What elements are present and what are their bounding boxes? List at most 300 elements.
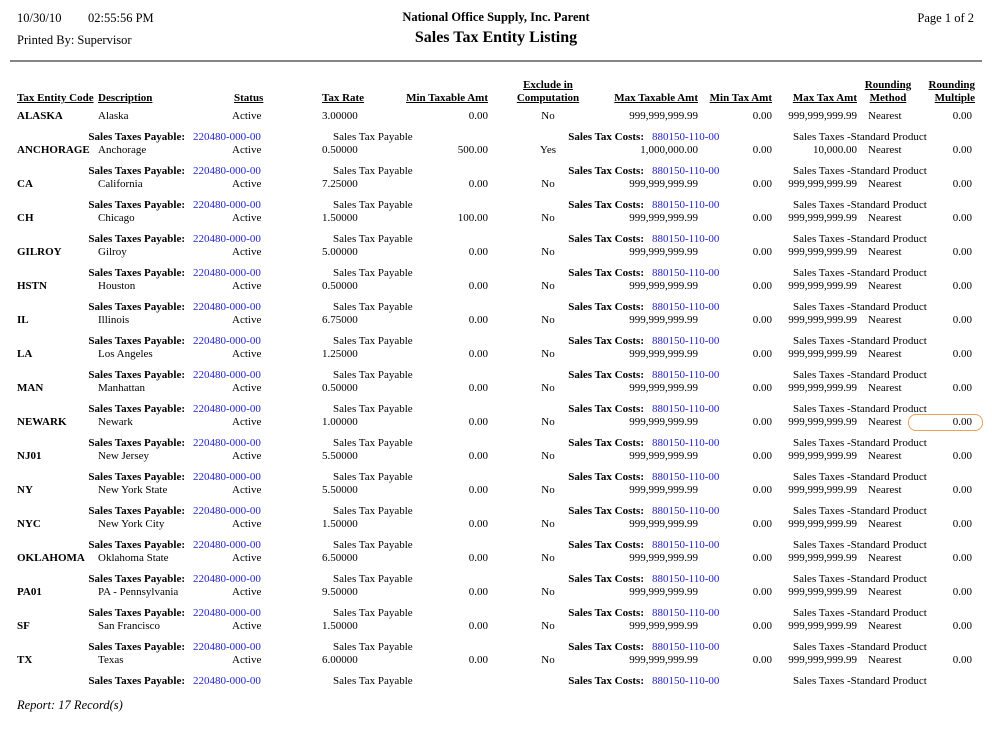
col-header-tax-rate: Tax Rate bbox=[322, 92, 365, 104]
max-tax-amt-value: 999,999,999.99 bbox=[788, 586, 857, 598]
entity-description: Los Angeles bbox=[98, 348, 153, 360]
max-tax-amt-value: 999,999,999.99 bbox=[788, 110, 857, 122]
sales-taxes-payable-account-link[interactable]: 220480-000-00 bbox=[193, 641, 261, 653]
exclude-in-computation-value: No bbox=[541, 518, 555, 530]
tax-entity-record bbox=[0, 518, 992, 552]
entity-description: Anchorage bbox=[98, 144, 147, 156]
entity-status: Active bbox=[232, 348, 262, 360]
min-tax-amt-value: 0.00 bbox=[752, 620, 772, 632]
max-taxable-amt-value: 999,999,999.99 bbox=[629, 348, 698, 360]
entity-description: California bbox=[98, 178, 143, 190]
rounding-multiple-value: 0.00 bbox=[952, 654, 972, 666]
max-tax-amt-value: 999,999,999.99 bbox=[788, 518, 857, 530]
exclude-in-computation-value: Yes bbox=[539, 144, 556, 156]
rounding-method-value: Nearest bbox=[868, 586, 902, 598]
sales-taxes-payable-account-link[interactable]: 220480-000-00 bbox=[193, 267, 261, 279]
page-number: Page 1 of 2 bbox=[917, 11, 974, 25]
tax-entity-code: GILROY bbox=[17, 246, 62, 258]
max-tax-amt-value: 999,999,999.99 bbox=[788, 416, 857, 428]
rounding-method-value: Nearest bbox=[868, 144, 902, 156]
sales-tax-costs-account-link[interactable]: 880150-110-00 bbox=[652, 641, 720, 653]
entity-description: Gilroy bbox=[98, 246, 127, 258]
sales-tax-costs-description: Sales Taxes -Standard Product bbox=[793, 369, 927, 381]
sales-tax-costs-account-link[interactable]: 880150-110-00 bbox=[652, 539, 720, 551]
entity-status: Active bbox=[232, 246, 262, 258]
col-header-max-taxable-amt: Max Taxable Amt bbox=[614, 92, 698, 104]
records-list bbox=[0, 110, 992, 688]
sales-taxes-payable-label: Sales Taxes Payable: bbox=[88, 675, 185, 687]
sales-tax-costs-account-link[interactable]: 880150-110-00 bbox=[652, 471, 720, 483]
min-taxable-amt-value: 100.00 bbox=[457, 212, 488, 224]
sales-tax-costs-label: Sales Tax Costs: bbox=[568, 641, 644, 653]
max-taxable-amt-value: 999,999,999.99 bbox=[629, 110, 698, 122]
tax-rate-value: 1.25000 bbox=[322, 348, 358, 360]
tax-rate-value: 1.50000 bbox=[322, 620, 358, 632]
rounding-multiple-value: 0.00 bbox=[952, 552, 972, 564]
min-tax-amt-value: 0.00 bbox=[752, 212, 772, 224]
col-header-description: Description bbox=[98, 92, 153, 104]
min-taxable-amt-value: 500.00 bbox=[457, 144, 488, 156]
entity-status: Active bbox=[232, 654, 262, 666]
sales-taxes-payable-label: Sales Taxes Payable: bbox=[88, 233, 185, 245]
tax-rate-value: 0.50000 bbox=[322, 382, 358, 394]
sales-taxes-payable-label: Sales Taxes Payable: bbox=[88, 403, 185, 415]
min-tax-amt-value: 0.00 bbox=[752, 246, 772, 258]
record-count-footer: Report: 17 Record(s) bbox=[17, 698, 123, 712]
sales-tax-payable-description: Sales Tax Payable bbox=[333, 131, 413, 143]
entity-status: Active bbox=[232, 382, 262, 394]
tax-rate-value: 9.50000 bbox=[322, 586, 358, 598]
sales-tax-costs-description: Sales Taxes -Standard Product bbox=[793, 131, 927, 143]
sales-tax-costs-account-link[interactable]: 880150-110-00 bbox=[652, 505, 720, 517]
min-taxable-amt-value: 0.00 bbox=[468, 348, 488, 360]
sales-taxes-payable-label: Sales Taxes Payable: bbox=[88, 539, 185, 551]
report-date: 10/30/10 bbox=[17, 11, 62, 25]
sales-taxes-payable-account-link[interactable]: 220480-000-00 bbox=[193, 165, 261, 177]
sales-tax-payable-description: Sales Tax Payable bbox=[333, 267, 413, 279]
tax-rate-value: 6.75000 bbox=[322, 314, 358, 326]
min-tax-amt-value: 0.00 bbox=[752, 178, 772, 190]
sales-tax-costs-account-link[interactable]: 880150-110-00 bbox=[652, 573, 720, 585]
entity-status: Active bbox=[232, 110, 262, 122]
col-header-exclude-line1: Exclude in bbox=[523, 79, 573, 91]
table-header-row bbox=[0, 74, 992, 106]
tax-entity-record bbox=[0, 654, 992, 688]
exclude-in-computation-value: No bbox=[541, 348, 555, 360]
sales-taxes-payable-account-link[interactable]: 220480-000-00 bbox=[193, 335, 261, 347]
sales-tax-costs-description: Sales Taxes -Standard Product bbox=[793, 471, 927, 483]
tax-rate-value: 3.00000 bbox=[322, 110, 358, 122]
rounding-multiple-value: 0.00 bbox=[952, 212, 972, 224]
rounding-method-value: Nearest bbox=[868, 450, 902, 462]
entity-status: Active bbox=[232, 450, 262, 462]
max-tax-amt-value: 999,999,999.99 bbox=[788, 348, 857, 360]
sales-taxes-payable-account-link[interactable]: 220480-000-00 bbox=[193, 301, 261, 313]
sales-tax-costs-account-link[interactable]: 880150-110-00 bbox=[652, 165, 720, 177]
exclude-in-computation-value: No bbox=[541, 620, 555, 632]
entity-description: Oklahoma State bbox=[98, 552, 169, 564]
entity-description: New Jersey bbox=[98, 450, 150, 462]
sales-taxes-payable-label: Sales Taxes Payable: bbox=[88, 267, 185, 279]
focus-highlight-box bbox=[908, 414, 983, 431]
sales-tax-costs-description: Sales Taxes -Standard Product bbox=[793, 301, 927, 313]
sales-tax-costs-label: Sales Tax Costs: bbox=[568, 369, 644, 381]
sales-taxes-payable-account-link[interactable]: 220480-000-00 bbox=[193, 539, 261, 551]
tax-rate-value: 6.00000 bbox=[322, 654, 358, 666]
sales-tax-costs-label: Sales Tax Costs: bbox=[568, 675, 644, 687]
sales-taxes-payable-account-link[interactable]: 220480-000-00 bbox=[193, 675, 261, 687]
max-taxable-amt-value: 999,999,999.99 bbox=[629, 518, 698, 530]
sales-taxes-payable-label: Sales Taxes Payable: bbox=[88, 437, 185, 449]
tax-entity-code: HSTN bbox=[17, 280, 47, 292]
sales-taxes-payable-account-link[interactable]: 220480-000-00 bbox=[193, 505, 261, 517]
sales-tax-costs-label: Sales Tax Costs: bbox=[568, 505, 644, 517]
min-taxable-amt-value: 0.00 bbox=[468, 382, 488, 394]
col-header-rounding-multiple bbox=[905, 79, 975, 105]
tax-entity-record bbox=[0, 246, 992, 280]
max-tax-amt-value: 10,000.00 bbox=[813, 144, 857, 156]
report-title: Sales Tax Entity Listing bbox=[414, 29, 578, 46]
rounding-method-value: Nearest bbox=[868, 212, 902, 224]
tax-rate-value: 0.50000 bbox=[322, 144, 358, 156]
exclude-in-computation-value: No bbox=[541, 178, 555, 190]
entity-description: New York State bbox=[98, 484, 168, 496]
tax-entity-code: PA01 bbox=[17, 586, 42, 598]
entity-description: San Francisco bbox=[98, 620, 161, 632]
entity-status: Active bbox=[232, 144, 262, 156]
max-taxable-amt-value: 999,999,999.99 bbox=[629, 552, 698, 564]
exclude-in-computation-value: No bbox=[541, 110, 555, 122]
min-tax-amt-value: 0.00 bbox=[752, 450, 772, 462]
sales-tax-payable-description: Sales Tax Payable bbox=[333, 165, 413, 177]
tax-entity-code: CA bbox=[17, 178, 33, 190]
tax-rate-value: 6.50000 bbox=[322, 552, 358, 564]
sales-tax-costs-account-link[interactable]: 880150-110-00 bbox=[652, 199, 720, 211]
min-taxable-amt-value: 0.00 bbox=[468, 552, 488, 564]
rounding-multiple-value: 0.00 bbox=[952, 382, 972, 394]
entity-description: Texas bbox=[98, 654, 124, 666]
rounding-method-value: Nearest bbox=[868, 110, 902, 122]
tax-entity-record bbox=[0, 450, 992, 484]
tax-rate-value: 5.00000 bbox=[322, 246, 358, 258]
tax-entity-code: NEWARK bbox=[17, 416, 67, 428]
sales-tax-costs-account-link[interactable]: 880150-110-00 bbox=[652, 675, 720, 687]
sales-taxes-payable-account-link[interactable]: 220480-000-00 bbox=[193, 369, 261, 381]
entity-status: Active bbox=[232, 586, 262, 598]
sales-taxes-payable-label: Sales Taxes Payable: bbox=[88, 301, 185, 313]
rounding-multiple-value: 0.00 bbox=[952, 484, 972, 496]
tax-rate-value: 5.50000 bbox=[322, 484, 358, 496]
sales-tax-costs-account-link[interactable]: 880150-110-00 bbox=[652, 335, 720, 347]
sales-tax-payable-description: Sales Tax Payable bbox=[333, 199, 413, 211]
min-tax-amt-value: 0.00 bbox=[752, 586, 772, 598]
max-taxable-amt-value: 999,999,999.99 bbox=[629, 620, 698, 632]
sales-tax-costs-account-link[interactable]: 880150-110-00 bbox=[652, 267, 720, 279]
exclude-in-computation-value: No bbox=[541, 246, 555, 258]
sales-tax-costs-account-link[interactable]: 880150-110-00 bbox=[652, 607, 720, 619]
rounding-method-value: Nearest bbox=[868, 314, 902, 326]
tax-rate-value: 1.50000 bbox=[322, 518, 358, 530]
rounding-method-value: Nearest bbox=[868, 416, 902, 428]
entity-description: Houston bbox=[98, 280, 136, 292]
entity-status: Active bbox=[232, 518, 262, 530]
sales-tax-costs-description: Sales Taxes -Standard Product bbox=[793, 573, 927, 585]
tax-entity-record bbox=[0, 144, 992, 178]
sales-taxes-payable-account-link[interactable]: 220480-000-00 bbox=[193, 573, 261, 585]
rounding-method-value: Nearest bbox=[868, 382, 902, 394]
sales-tax-costs-label: Sales Tax Costs: bbox=[568, 539, 644, 551]
printed-by-label: Printed By: bbox=[17, 33, 75, 47]
min-tax-amt-value: 0.00 bbox=[752, 518, 772, 530]
min-taxable-amt-value: 0.00 bbox=[468, 178, 488, 190]
col-header-rounding-multiple-line1: Rounding bbox=[928, 79, 975, 91]
exclude-in-computation-value: No bbox=[541, 382, 555, 394]
col-header-rounding-multiple-line2: Multiple bbox=[934, 92, 975, 104]
sales-tax-payable-description: Sales Tax Payable bbox=[333, 403, 413, 415]
min-taxable-amt-value: 0.00 bbox=[468, 314, 488, 326]
col-header-exclude-in-computation bbox=[500, 79, 596, 105]
tax-entity-code: NYC bbox=[17, 518, 41, 530]
max-taxable-amt-value: 999,999,999.99 bbox=[629, 484, 698, 496]
max-tax-amt-value: 999,999,999.99 bbox=[788, 246, 857, 258]
tax-entity-code: NY bbox=[17, 484, 33, 496]
sales-tax-costs-label: Sales Tax Costs: bbox=[568, 301, 644, 313]
sales-taxes-payable-label: Sales Taxes Payable: bbox=[88, 641, 185, 653]
rounding-method-value: Nearest bbox=[868, 484, 902, 496]
tax-rate-value: 1.50000 bbox=[322, 212, 358, 224]
sales-taxes-payable-label: Sales Taxes Payable: bbox=[88, 505, 185, 517]
sales-tax-costs-account-link[interactable]: 880150-110-00 bbox=[652, 233, 720, 245]
entity-status: Active bbox=[232, 484, 262, 496]
sales-tax-costs-label: Sales Tax Costs: bbox=[568, 165, 644, 177]
min-tax-amt-value: 0.00 bbox=[752, 484, 772, 496]
entity-status: Active bbox=[232, 280, 262, 292]
sales-taxes-payable-label: Sales Taxes Payable: bbox=[88, 131, 185, 143]
sales-tax-payable-description: Sales Tax Payable bbox=[333, 607, 413, 619]
entity-description: Illinois bbox=[98, 314, 130, 326]
sales-tax-costs-description: Sales Taxes -Standard Product bbox=[793, 675, 927, 687]
col-header-rounding-method-line2: Method bbox=[869, 92, 907, 104]
sales-tax-payable-description: Sales Tax Payable bbox=[333, 505, 413, 517]
tax-entity-code: MAN bbox=[17, 382, 44, 394]
rounding-method-value: Nearest bbox=[868, 178, 902, 190]
company-name: National Office Supply, Inc. Parent bbox=[402, 10, 590, 24]
sales-tax-costs-label: Sales Tax Costs: bbox=[568, 471, 644, 483]
exclude-in-computation-value: No bbox=[541, 212, 555, 224]
tax-entity-record bbox=[0, 314, 992, 348]
entity-description: PA - Pennsylvania bbox=[98, 586, 179, 598]
col-header-tax-entity-code: Tax Entity Code bbox=[17, 92, 94, 104]
min-tax-amt-value: 0.00 bbox=[752, 110, 772, 122]
max-tax-amt-value: 999,999,999.99 bbox=[788, 552, 857, 564]
sales-tax-costs-description: Sales Taxes -Standard Product bbox=[793, 199, 927, 211]
min-taxable-amt-value: 0.00 bbox=[468, 586, 488, 598]
max-taxable-amt-value: 999,999,999.99 bbox=[629, 382, 698, 394]
sales-taxes-payable-label: Sales Taxes Payable: bbox=[88, 573, 185, 585]
sales-taxes-payable-account-link[interactable]: 220480-000-00 bbox=[193, 403, 261, 415]
max-taxable-amt-value: 999,999,999.99 bbox=[629, 586, 698, 598]
entity-status: Active bbox=[232, 178, 262, 190]
sales-tax-costs-label: Sales Tax Costs: bbox=[568, 131, 644, 143]
sales-taxes-payable-account-link[interactable]: 220480-000-00 bbox=[193, 131, 261, 143]
tax-entity-record bbox=[0, 178, 992, 212]
min-tax-amt-value: 0.00 bbox=[752, 280, 772, 292]
max-tax-amt-value: 999,999,999.99 bbox=[788, 620, 857, 632]
rounding-method-value: Nearest bbox=[868, 348, 902, 360]
sales-taxes-payable-label: Sales Taxes Payable: bbox=[88, 369, 185, 381]
tax-entity-code: ALASKA bbox=[17, 110, 63, 122]
sales-tax-costs-description: Sales Taxes -Standard Product bbox=[793, 233, 927, 245]
max-taxable-amt-value: 999,999,999.99 bbox=[629, 416, 698, 428]
max-tax-amt-value: 999,999,999.99 bbox=[788, 212, 857, 224]
sales-tax-costs-description: Sales Taxes -Standard Product bbox=[793, 607, 927, 619]
sales-tax-costs-description: Sales Taxes -Standard Product bbox=[793, 437, 927, 449]
sales-taxes-payable-account-link[interactable]: 220480-000-00 bbox=[193, 199, 261, 211]
min-tax-amt-value: 0.00 bbox=[752, 552, 772, 564]
sales-tax-costs-description: Sales Taxes -Standard Product bbox=[793, 335, 927, 347]
header-divider bbox=[10, 60, 982, 62]
tax-entity-code: IL bbox=[17, 314, 29, 326]
max-taxable-amt-value: 999,999,999.99 bbox=[629, 212, 698, 224]
max-taxable-amt-value: 999,999,999.99 bbox=[629, 654, 698, 666]
max-taxable-amt-value: 999,999,999.99 bbox=[629, 450, 698, 462]
rounding-multiple-value: 0.00 bbox=[952, 518, 972, 530]
rounding-multiple-value: 0.00 bbox=[952, 178, 972, 190]
tax-entity-record bbox=[0, 620, 992, 654]
min-taxable-amt-value: 0.00 bbox=[468, 484, 488, 496]
min-taxable-amt-value: 0.00 bbox=[468, 654, 488, 666]
sales-tax-costs-account-link[interactable]: 880150-110-00 bbox=[652, 403, 720, 415]
entity-description: Newark bbox=[98, 416, 133, 428]
tax-entity-record bbox=[0, 586, 992, 620]
sales-tax-costs-description: Sales Taxes -Standard Product bbox=[793, 403, 927, 415]
entity-status: Active bbox=[232, 552, 262, 564]
exclude-in-computation-value: No bbox=[541, 484, 555, 496]
tax-entity-code: ANCHORAGE bbox=[17, 144, 90, 156]
tax-rate-value: 0.50000 bbox=[322, 280, 358, 292]
min-tax-amt-value: 0.00 bbox=[752, 348, 772, 360]
min-tax-amt-value: 0.00 bbox=[752, 416, 772, 428]
exclude-in-computation-value: No bbox=[541, 450, 555, 462]
entity-status: Active bbox=[232, 314, 262, 326]
tax-entity-code: OKLAHOMA bbox=[17, 552, 85, 564]
rounding-multiple-value: 0.00 bbox=[952, 110, 972, 122]
max-taxable-amt-value: 999,999,999.99 bbox=[629, 314, 698, 326]
max-taxable-amt-value: 999,999,999.99 bbox=[629, 178, 698, 190]
max-taxable-amt-value: 1,000,000.00 bbox=[640, 144, 698, 156]
sales-tax-costs-label: Sales Tax Costs: bbox=[568, 335, 644, 347]
tax-entity-record bbox=[0, 382, 992, 416]
entity-description: New York City bbox=[98, 518, 165, 530]
tax-entity-record bbox=[0, 484, 992, 518]
tax-entity-record bbox=[0, 110, 992, 144]
tax-entity-record bbox=[0, 280, 992, 314]
max-tax-amt-value: 999,999,999.99 bbox=[788, 654, 857, 666]
col-header-exclude-line2: Computation bbox=[516, 92, 580, 104]
max-tax-amt-value: 999,999,999.99 bbox=[788, 178, 857, 190]
min-taxable-amt-value: 0.00 bbox=[468, 110, 488, 122]
exclude-in-computation-value: No bbox=[541, 416, 555, 428]
rounding-multiple-value: 0.00 bbox=[952, 348, 972, 360]
sales-tax-costs-label: Sales Tax Costs: bbox=[568, 437, 644, 449]
max-taxable-amt-value: 999,999,999.99 bbox=[629, 246, 698, 258]
rounding-multiple-value: 0.00 bbox=[952, 314, 972, 326]
sales-taxes-payable-label: Sales Taxes Payable: bbox=[88, 607, 185, 619]
col-header-max-tax-amt: Max Tax Amt bbox=[792, 92, 857, 104]
entity-description: Manhattan bbox=[98, 382, 146, 394]
exclude-in-computation-value: No bbox=[541, 552, 555, 564]
sales-tax-costs-account-link[interactable]: 880150-110-00 bbox=[652, 301, 720, 313]
sales-tax-costs-account-link[interactable]: 880150-110-00 bbox=[652, 369, 720, 381]
exclude-in-computation-value: No bbox=[541, 586, 555, 598]
min-tax-amt-value: 0.00 bbox=[752, 314, 772, 326]
entity-description: Chicago bbox=[98, 212, 135, 224]
rounding-multiple-value: 0.00 bbox=[952, 280, 972, 292]
exclude-in-computation-value: No bbox=[541, 280, 555, 292]
col-header-min-tax-amt: Min Tax Amt bbox=[709, 92, 772, 104]
sales-tax-costs-label: Sales Tax Costs: bbox=[568, 267, 644, 279]
sales-tax-payable-description: Sales Tax Payable bbox=[333, 335, 413, 347]
min-tax-amt-value: 0.00 bbox=[752, 382, 772, 394]
sales-taxes-payable-label: Sales Taxes Payable: bbox=[88, 199, 185, 211]
tax-entity-code: CH bbox=[17, 212, 34, 224]
entity-status: Active bbox=[232, 620, 262, 632]
sales-tax-costs-account-link[interactable]: 880150-110-00 bbox=[652, 437, 720, 449]
sales-taxes-payable-account-link[interactable]: 220480-000-00 bbox=[193, 437, 261, 449]
rounding-multiple-value: 0.00 bbox=[952, 620, 972, 632]
rounding-multiple-value: 0.00 bbox=[952, 416, 972, 428]
sales-taxes-payable-label: Sales Taxes Payable: bbox=[88, 471, 185, 483]
min-taxable-amt-value: 0.00 bbox=[468, 620, 488, 632]
sales-taxes-payable-account-link[interactable]: 220480-000-00 bbox=[193, 233, 261, 245]
sales-taxes-payable-account-link[interactable]: 220480-000-00 bbox=[193, 471, 261, 483]
rounding-method-value: Nearest bbox=[868, 518, 902, 530]
min-taxable-amt-value: 0.00 bbox=[468, 416, 488, 428]
sales-tax-costs-label: Sales Tax Costs: bbox=[568, 403, 644, 415]
tax-rate-value: 1.00000 bbox=[322, 416, 358, 428]
entity-description: Alaska bbox=[98, 110, 129, 122]
entity-status: Active bbox=[232, 212, 262, 224]
sales-tax-payable-description: Sales Tax Payable bbox=[333, 573, 413, 585]
max-tax-amt-value: 999,999,999.99 bbox=[788, 484, 857, 496]
entity-status: Active bbox=[232, 416, 262, 428]
tax-entity-record bbox=[0, 212, 992, 246]
tax-entity-record bbox=[0, 552, 992, 586]
max-tax-amt-value: 999,999,999.99 bbox=[788, 314, 857, 326]
sales-tax-payable-description: Sales Tax Payable bbox=[333, 539, 413, 551]
rounding-method-value: Nearest bbox=[868, 552, 902, 564]
sales-taxes-payable-account-link[interactable]: 220480-000-00 bbox=[193, 607, 261, 619]
max-tax-amt-value: 999,999,999.99 bbox=[788, 450, 857, 462]
min-tax-amt-value: 0.00 bbox=[752, 654, 772, 666]
min-taxable-amt-value: 0.00 bbox=[468, 450, 488, 462]
sales-tax-costs-account-link[interactable]: 880150-110-00 bbox=[652, 131, 720, 143]
printed-by-user: Supervisor bbox=[77, 33, 132, 47]
sales-tax-costs-label: Sales Tax Costs: bbox=[568, 199, 644, 211]
tax-entity-code: NJ01 bbox=[17, 450, 42, 462]
rounding-multiple-value: 0.00 bbox=[952, 144, 972, 156]
sales-taxes-payable-label: Sales Taxes Payable: bbox=[88, 335, 185, 347]
min-taxable-amt-value: 0.00 bbox=[468, 518, 488, 530]
tax-entity-code: SF bbox=[17, 620, 30, 632]
tax-rate-value: 5.50000 bbox=[322, 450, 358, 462]
sales-tax-costs-description: Sales Taxes -Standard Product bbox=[793, 267, 927, 279]
sales-tax-payable-description: Sales Tax Payable bbox=[333, 369, 413, 381]
sales-tax-payable-description: Sales Tax Payable bbox=[333, 641, 413, 653]
sales-tax-costs-description: Sales Taxes -Standard Product bbox=[793, 165, 927, 177]
rounding-method-value: Nearest bbox=[868, 620, 902, 632]
rounding-method-value: Nearest bbox=[868, 246, 902, 258]
